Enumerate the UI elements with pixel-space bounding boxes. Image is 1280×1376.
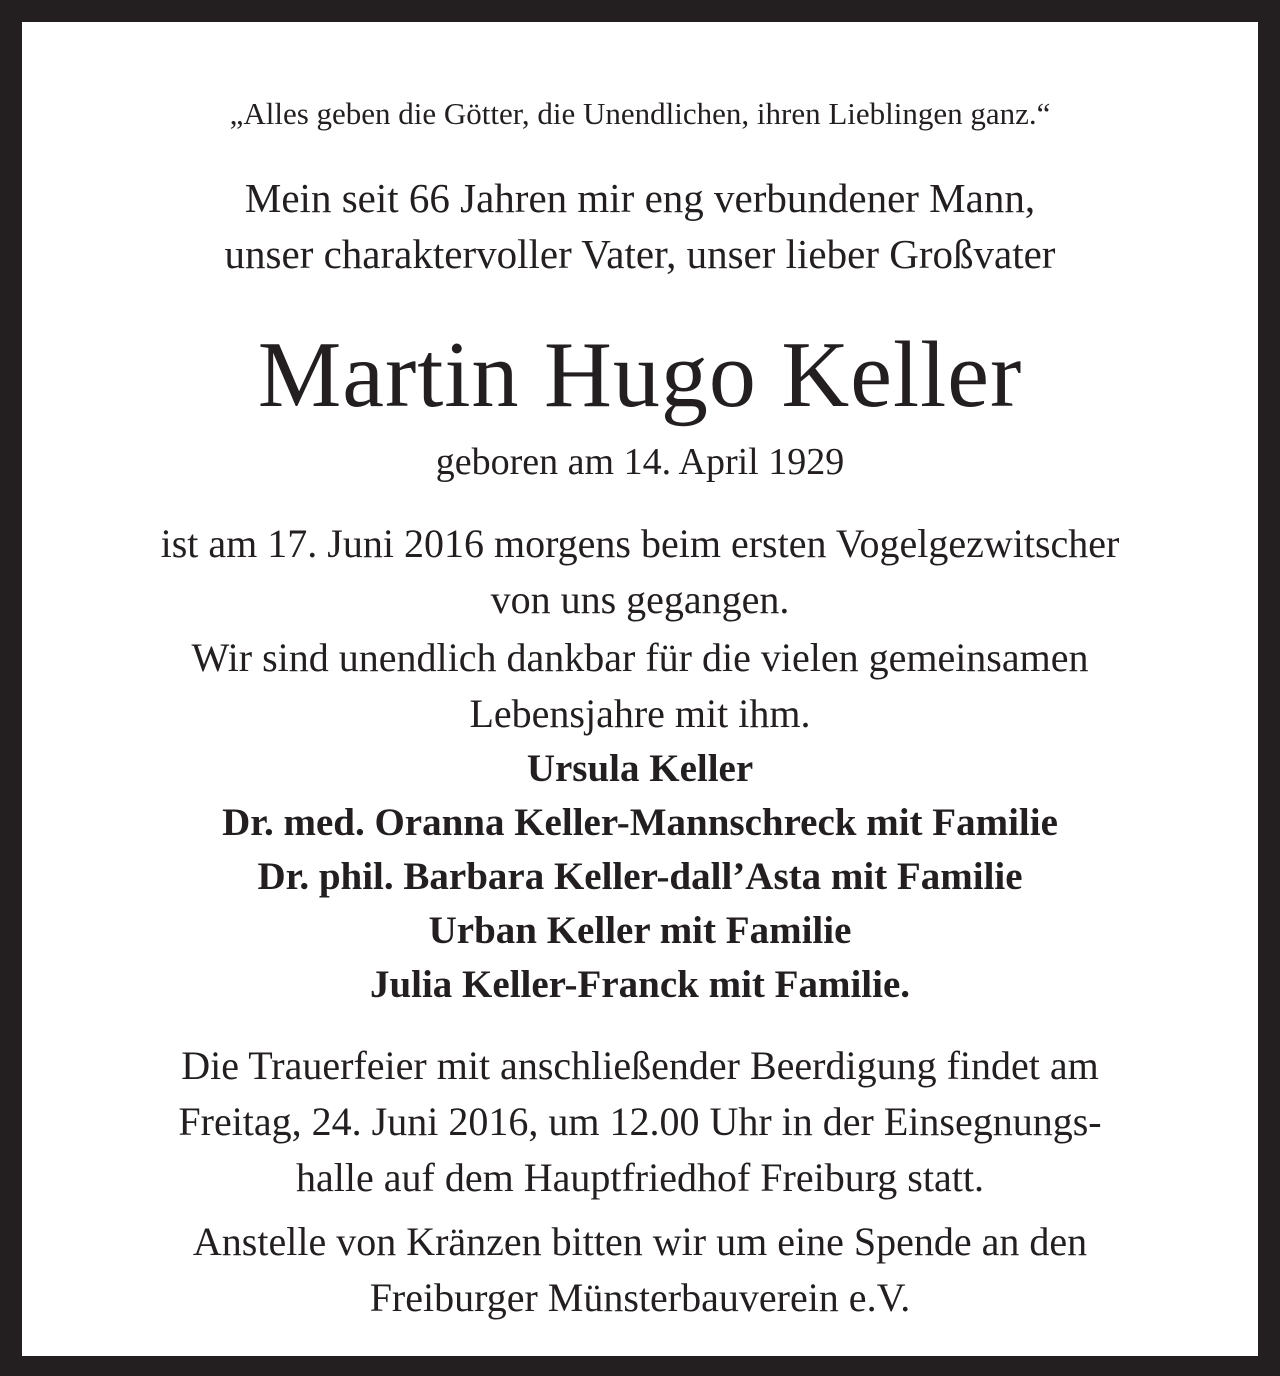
thanks-line-1: Wir sind unendlich dankbar für die vielen gemeinsamen	[191, 635, 1089, 680]
intro-line-2: unser charaktervoller Vater, unser lieber Großvater	[224, 231, 1056, 277]
intro-text	[22, 170, 1258, 282]
death-statement	[22, 516, 1258, 628]
funeral-line-2: Freitag, 24. Juni 2016, um 12.00 Uhr in der Einsegnungs-	[178, 1099, 1102, 1144]
deceased-name: Martin Hugo Keller	[257, 323, 1023, 427]
death-line-2: von uns gegangen.	[490, 577, 790, 622]
donation-line-2: Freiburger Münsterbauverein e.V.	[369, 1275, 911, 1320]
mourner-2: Dr. med. Oranna Keller-Mannschreck mit Familie	[222, 801, 1058, 844]
donation-request	[22, 1214, 1258, 1326]
thanks-line-2: Lebensjahre mit ihm.	[469, 691, 811, 736]
mourners-list	[22, 742, 1258, 1012]
motto-line: „Alles geben die Götter, die Unendlichen, ihren Lieblingen ganz.“	[229, 96, 1051, 131]
funeral-line-1: Die Trauerfeier mit anschließender Beerdigung findet am	[181, 1043, 1099, 1088]
funeral-details	[22, 1038, 1258, 1206]
mourner-5: Julia Keller-Franck mit Familie.	[369, 963, 911, 1006]
funeral-line-3: halle auf dem Hauptfriedhof Freiburg statt.	[296, 1155, 984, 1200]
motto-quote	[22, 94, 1258, 134]
mourner-3: Dr. phil. Barbara Keller-dall’Asta mit Familie	[257, 855, 1023, 898]
mourner-4: Urban Keller mit Familie	[428, 909, 852, 952]
birth-date	[22, 436, 1258, 488]
death-line-1: ist am 17. Juni 2016 morgens beim ersten Vogelgezwitscher	[160, 521, 1120, 566]
birth-line: geboren am 14. April 1929	[435, 441, 845, 483]
thanks-statement	[22, 630, 1258, 742]
intro-line-1: Mein seit 66 Jahren mir eng verbundener Mann,	[244, 175, 1036, 221]
mourner-1: Ursula Keller	[526, 747, 754, 790]
donation-line-1: Anstelle von Kränzen bitten wir um eine Spende an den	[192, 1219, 1088, 1264]
